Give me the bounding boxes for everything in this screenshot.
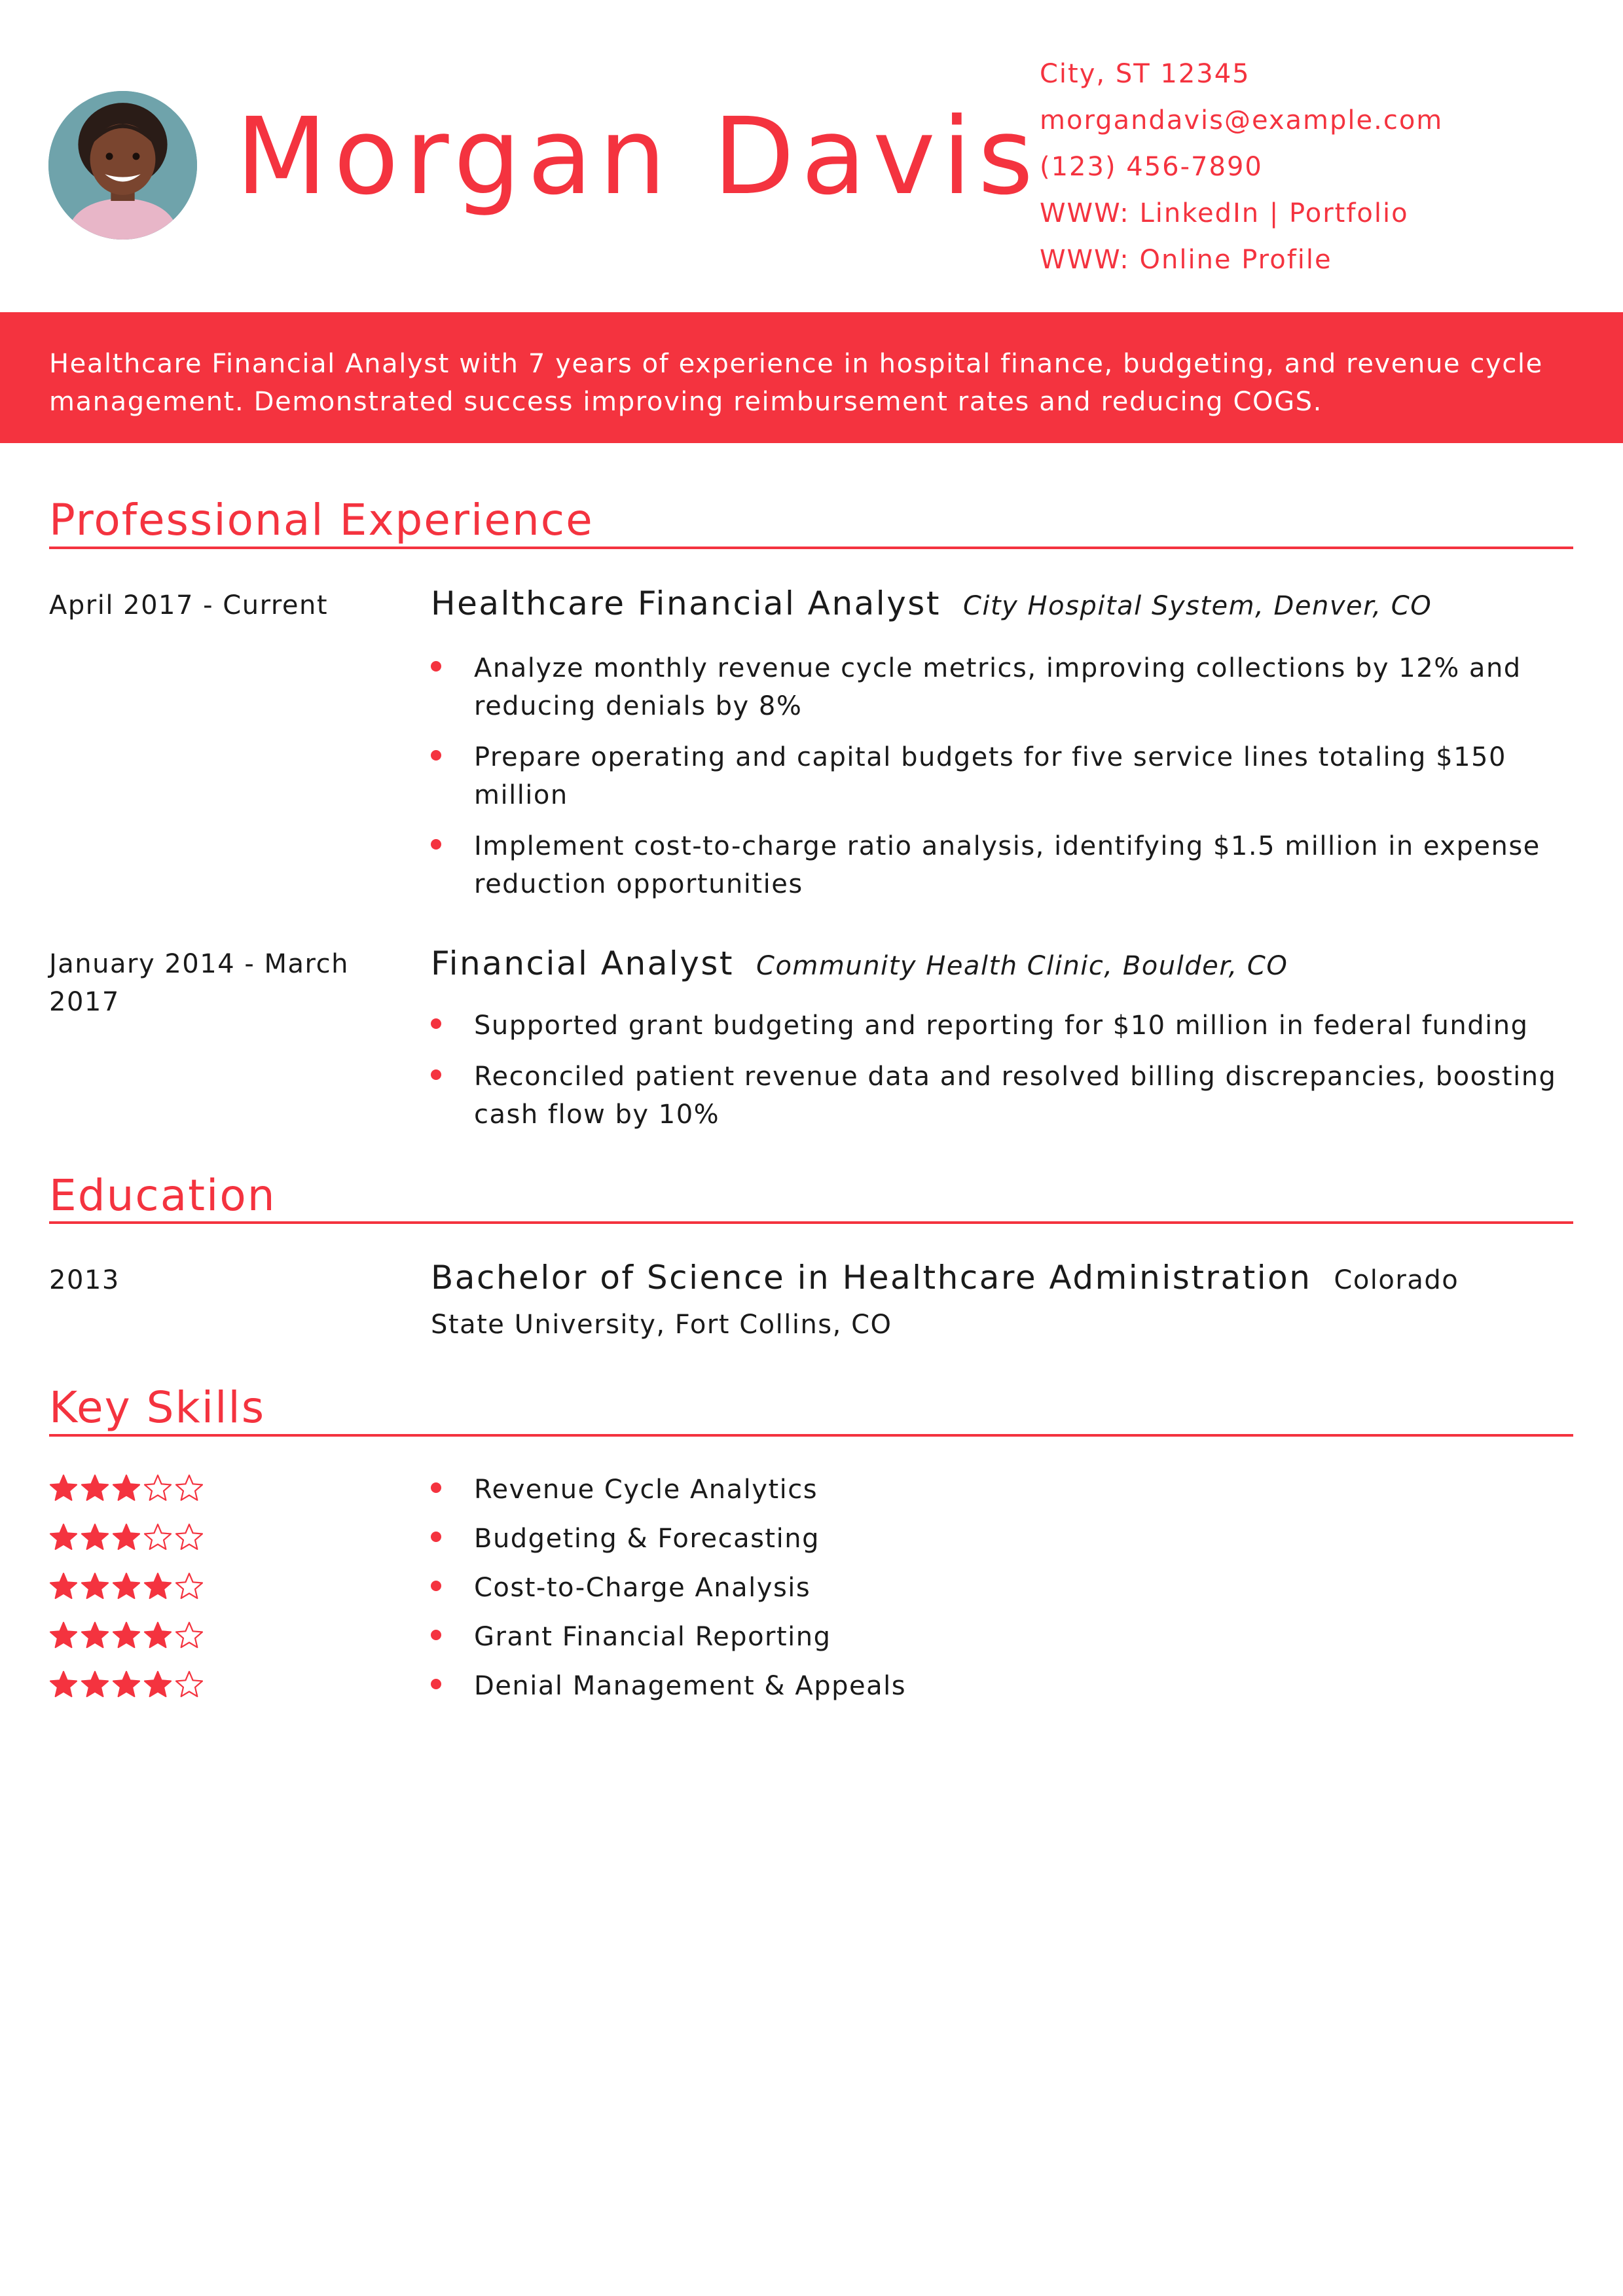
star-filled-icon — [113, 1623, 139, 1647]
address-text: City, ST 12345 — [1040, 59, 1250, 89]
profile-photo — [48, 91, 197, 240]
job-1-title: Healthcare Financial Analyst — [431, 584, 941, 622]
skill-item: Budgeting & Forecasting — [431, 1520, 820, 1558]
star-filled-icon — [82, 1573, 108, 1598]
skill-item: Cost-to-Charge Analysis — [431, 1569, 811, 1607]
skill-rating — [49, 1670, 206, 1703]
job-1-bullet: Analyze monthly revenue cycle metrics, improving collections by 12% and reducing denials by 8% — [431, 649, 1557, 725]
email-link[interactable]: morgandavis@example.com — [1040, 105, 1444, 135]
school-name: Colorado State University, Fort Collins, CO — [431, 1265, 1459, 1340]
star-rating-icon — [49, 1523, 206, 1552]
skill-rating — [49, 1572, 206, 1605]
skills-heading: Key Skills — [49, 1382, 266, 1433]
star-empty-icon — [176, 1475, 202, 1500]
online-profile-link[interactable]: WWW: Online Profile — [1040, 245, 1332, 275]
education-year: 2013 — [49, 1265, 120, 1295]
star-filled-icon — [50, 1672, 77, 1696]
star-rating-icon — [49, 1670, 206, 1699]
job-1-dates: April 2017 - Current — [49, 590, 329, 620]
phone-text: (123) 456-7890 — [1040, 152, 1263, 182]
star-empty-icon — [176, 1524, 202, 1549]
contact-block — [1040, 51, 1443, 283]
star-filled-icon — [82, 1623, 108, 1647]
star-filled-icon — [82, 1475, 108, 1500]
star-empty-icon — [145, 1524, 171, 1549]
social-links[interactable]: WWW: LinkedIn | Portfolio — [1040, 198, 1409, 228]
job-1-bullets — [431, 649, 1557, 916]
job-2-bullet: Reconciled patient revenue data and resolved billing discrepancies, boosting cash flow by 10% — [431, 1058, 1557, 1134]
star-filled-icon — [50, 1524, 77, 1549]
star-rating-icon — [49, 1572, 206, 1601]
job-1-bullet: Prepare operating and capital budgets for five service lines totaling $150 million — [431, 738, 1557, 814]
star-filled-icon — [113, 1524, 139, 1549]
job-1-header — [431, 584, 1432, 622]
star-filled-icon — [82, 1524, 108, 1549]
star-filled-icon — [50, 1573, 77, 1598]
skill-rating — [49, 1621, 206, 1654]
job-1-bullet: Implement cost-to-charge ratio analysis, identifying $1.5 million in expense reduction opportunities — [431, 827, 1557, 903]
job-2-bullet: Supported grant budgeting and reporting for $10 million in federal funding — [431, 1007, 1557, 1045]
summary-banner — [0, 312, 1623, 443]
skills-divider — [49, 1434, 1573, 1437]
summary-text: Healthcare Financial Analyst with 7 years of experience in hospital finance, budgeting, and revenue cycle management. Demonstrated success improving reimbursement rates and reducing COGS. — [49, 349, 1543, 417]
star-filled-icon — [113, 1475, 139, 1500]
degree-title: Bachelor of Science in Healthcare Administration — [431, 1259, 1312, 1297]
education-entry — [431, 1255, 1537, 1347]
star-empty-icon — [176, 1623, 202, 1647]
skill-rating — [49, 1523, 206, 1556]
star-filled-icon — [145, 1672, 171, 1696]
person-icon — [48, 91, 197, 240]
skill-item: Revenue Cycle Analytics — [431, 1471, 818, 1509]
star-filled-icon — [113, 1573, 139, 1598]
education-heading: Education — [49, 1170, 276, 1221]
star-empty-icon — [176, 1573, 202, 1598]
star-filled-icon — [113, 1672, 139, 1696]
star-rating-icon — [49, 1621, 206, 1650]
experience-divider — [49, 547, 1573, 549]
job-1-org: City Hospital System, Denver, CO — [962, 591, 1432, 621]
star-filled-icon — [145, 1623, 171, 1647]
star-filled-icon — [50, 1475, 77, 1500]
candidate-name: Morgan Davis — [236, 96, 1040, 219]
job-2-header — [431, 944, 1288, 982]
job-2-org: Community Health Clinic, Boulder, CO — [756, 951, 1288, 981]
job-2-bullets — [431, 1007, 1557, 1147]
star-filled-icon — [145, 1573, 171, 1598]
job-2-dates: January 2014 - March 2017 — [49, 949, 349, 1017]
star-empty-icon — [145, 1475, 171, 1500]
job-2-title: Financial Analyst — [431, 944, 735, 982]
star-filled-icon — [50, 1623, 77, 1647]
star-rating-icon — [49, 1474, 206, 1503]
skill-rating — [49, 1474, 206, 1507]
education-divider — [49, 1221, 1573, 1224]
experience-heading: Professional Experience — [49, 495, 594, 545]
star-empty-icon — [176, 1672, 202, 1696]
skill-item: Denial Management & Appeals — [431, 1667, 906, 1705]
skill-item: Grant Financial Reporting — [431, 1618, 831, 1656]
star-filled-icon — [82, 1672, 108, 1696]
